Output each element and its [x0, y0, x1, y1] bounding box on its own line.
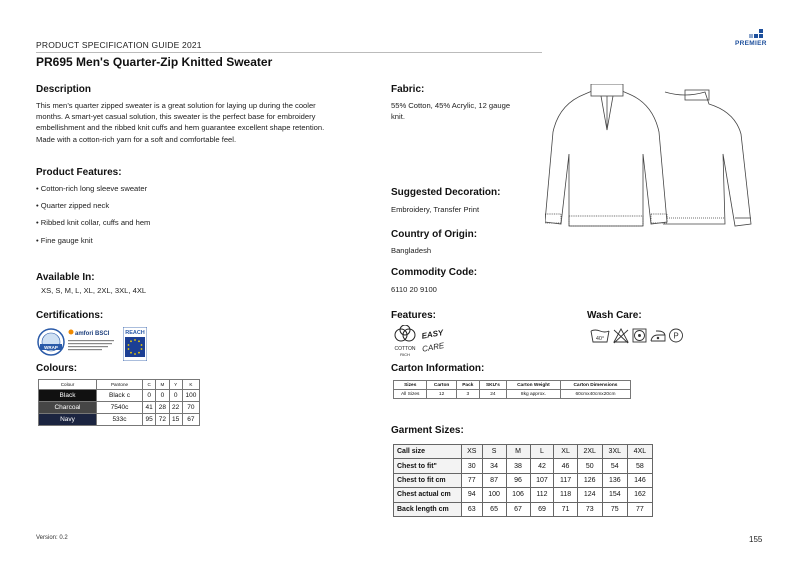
- carton-header-row: [394, 381, 631, 390]
- garment-sizes-row: [394, 459, 653, 473]
- size-cell: 67: [506, 502, 530, 516]
- colour-row-black: [39, 390, 200, 402]
- m-col-header: M: [156, 380, 169, 390]
- k-col-header: K: [182, 380, 199, 390]
- fabric-line: knit.: [391, 112, 405, 122]
- size-header: M: [506, 445, 530, 459]
- description-line: Made with a cotton-rich yarn for a soft and comfortable feel.: [36, 134, 237, 144]
- size-header: L: [530, 445, 554, 459]
- size-cell: 126: [577, 473, 602, 487]
- brand-logo: [733, 29, 769, 51]
- carton-cell: 24: [479, 390, 506, 399]
- size-cell: 77: [627, 502, 652, 516]
- product-features-heading: Product Features:: [36, 167, 122, 178]
- size-cell: 71: [554, 502, 577, 516]
- c-cell: 0: [143, 390, 156, 402]
- row-label: Chest to fit": [394, 459, 462, 473]
- header-divider: [36, 52, 542, 53]
- description-line: months. A smart-yet casual solution, this sweater is the perfect base for embroidery: [36, 112, 316, 122]
- carton-col-header: SKU's: [479, 381, 506, 390]
- size-cell: 46: [554, 459, 577, 473]
- pantone-cell: Black c: [97, 390, 143, 402]
- size-cell: 75: [602, 502, 627, 516]
- size-cell: 54: [602, 459, 627, 473]
- c-col-header: C: [143, 380, 156, 390]
- garment-sizes-row: [394, 488, 653, 502]
- fabric-line: 55% Cotton, 45% Acrylic, 12 gauge: [391, 101, 511, 110]
- carton-data-row: [394, 390, 631, 399]
- sweater-illustration: [545, 84, 757, 236]
- size-cell: 50: [577, 459, 602, 473]
- certifications-heading: Certifications:: [36, 310, 104, 321]
- easy-care-icon: [420, 325, 444, 355]
- pantone-cell: 533c: [97, 414, 143, 426]
- garment-sizes-row: [394, 473, 653, 487]
- commodity-code-text: 6110 20 9100: [391, 285, 437, 294]
- carton-cell: 12: [427, 390, 456, 399]
- size-cell: 162: [627, 488, 652, 502]
- size-cell: 87: [482, 473, 506, 487]
- wrap-certification-icon: [36, 327, 66, 357]
- m-cell: 72: [156, 414, 169, 426]
- amfori-bsci-icon: [68, 328, 118, 356]
- size-cell: 94: [462, 488, 483, 502]
- size-cell: 118: [554, 488, 577, 502]
- dry-clean-letter: P: [673, 331, 679, 341]
- reach-logo-text: REACH: [125, 330, 145, 336]
- size-cell: 77: [462, 473, 483, 487]
- size-cell: 58: [627, 459, 652, 473]
- size-header: XL: [554, 445, 577, 459]
- k-cell: 100: [182, 390, 199, 402]
- easy-care-label-1: EASY: [420, 328, 444, 341]
- carton-table: [393, 380, 631, 399]
- size-cell: 69: [530, 502, 554, 516]
- size-header: 4XL: [627, 445, 652, 459]
- suggested-decoration-text: Embroidery, Transfer Print: [391, 205, 480, 214]
- garment-sizes-row: [394, 502, 653, 516]
- easy-care-label-2: CARE: [421, 340, 444, 354]
- feature-item: • Quarter zipped neck: [36, 201, 110, 210]
- fabric-heading: Fabric:: [391, 84, 425, 95]
- c-cell: 41: [143, 402, 156, 414]
- size-cell: 42: [530, 459, 554, 473]
- country-of-origin-text: Bangladesh: [391, 246, 432, 255]
- tumble-dry-icon: [633, 329, 646, 342]
- available-sizes: XS, S, M, L, XL, 2XL, 3XL, 4XL: [41, 286, 147, 295]
- carton-cell: 60cmx40cmx20cm: [560, 390, 630, 399]
- row-label: Chest actual cm: [394, 488, 462, 502]
- size-cell: 146: [627, 473, 652, 487]
- size-cell: 73: [577, 502, 602, 516]
- carton-col-header: Carton Dimensions: [560, 381, 630, 390]
- colours-header-row: [39, 380, 200, 390]
- carton-cell: 8kg approx.: [506, 390, 560, 399]
- country-of-origin-heading: Country of Origin:: [391, 229, 478, 240]
- cotton-rich-icon: [392, 325, 418, 357]
- row-label: Chest to fit cm: [394, 473, 462, 487]
- size-cell: 112: [530, 488, 554, 502]
- features-heading: Features:: [391, 310, 437, 321]
- m-cell: 28: [156, 402, 169, 414]
- version-label: Version: 0.2: [36, 535, 68, 541]
- y-cell: 0: [169, 390, 182, 402]
- fabric-text: [391, 100, 510, 122]
- carton-information-heading: Carton Information:: [391, 363, 485, 374]
- colour-col-header: Colour: [39, 380, 97, 390]
- k-cell: 70: [182, 402, 199, 414]
- carton-col-header: Carton: [427, 381, 456, 390]
- pantone-col-header: Pantone: [97, 380, 143, 390]
- y-cell: 15: [169, 414, 182, 426]
- size-cell: 136: [602, 473, 627, 487]
- size-cell: 30: [462, 459, 483, 473]
- carton-col-header: Carton Weight: [506, 381, 560, 390]
- commodity-code-heading: Commodity Code:: [391, 267, 478, 278]
- suggested-decoration-heading: Suggested Decoration:: [391, 187, 501, 198]
- wash-care-icons: [590, 327, 702, 345]
- reach-certification-icon: [123, 327, 147, 361]
- size-cell: 154: [602, 488, 627, 502]
- amfori-logo-text: amfori BSCI: [75, 331, 110, 337]
- c-cell: 95: [143, 414, 156, 426]
- feature-item: • Fine gauge knit: [36, 236, 93, 245]
- description-heading: Description: [36, 84, 92, 95]
- garment-sizes-heading: Garment Sizes:: [391, 425, 464, 436]
- cotton-rich-label-1: COTTON: [394, 346, 416, 352]
- carton-cell: All Sizes: [394, 390, 427, 399]
- colours-heading: Colours:: [36, 363, 78, 374]
- feature-item: • Ribbed knit collar, cuffs and hem: [36, 218, 151, 227]
- colour-swatch: Navy: [39, 414, 97, 426]
- logo-squares-icon: [747, 29, 767, 39]
- wrap-logo-text: WRAP: [44, 345, 58, 350]
- brand-logo-text: PREMIER: [735, 40, 767, 47]
- dry-clean-p-icon: [670, 329, 683, 342]
- wash-temp-label: 40°: [595, 336, 605, 342]
- size-cell: 100: [482, 488, 506, 502]
- wash-40-icon: [591, 330, 609, 342]
- size-header: S: [482, 445, 506, 459]
- size-cell: 107: [530, 473, 554, 487]
- no-bleach-icon: [614, 329, 628, 343]
- colours-table: [38, 379, 200, 426]
- feature-item: • Cotton-rich long sleeve sweater: [36, 184, 148, 193]
- size-cell: 106: [506, 488, 530, 502]
- wash-care-heading: Wash Care:: [587, 310, 642, 321]
- carton-cell: 3: [456, 390, 479, 399]
- available-in-heading: Available In:: [36, 272, 95, 283]
- carton-col-header: Pack: [456, 381, 479, 390]
- cotton-rich-label-2: RICH: [400, 352, 410, 357]
- colour-swatch: Black: [39, 390, 97, 402]
- size-cell: 65: [482, 502, 506, 516]
- y-col-header: Y: [169, 380, 182, 390]
- size-header: XS: [462, 445, 483, 459]
- size-header: 2XL: [577, 445, 602, 459]
- size-cell: 117: [554, 473, 577, 487]
- carton-col-header: Sizes: [394, 381, 427, 390]
- colour-swatch: Charcoal: [39, 402, 97, 414]
- iron-icon: [651, 331, 665, 341]
- size-cell: 38: [506, 459, 530, 473]
- call-size-header: Call size: [394, 445, 462, 459]
- description-text: [36, 100, 324, 145]
- size-cell: 124: [577, 488, 602, 502]
- size-cell: 34: [482, 459, 506, 473]
- guide-title: PRODUCT SPECIFICATION GUIDE 2021: [36, 40, 202, 50]
- size-cell: 96: [506, 473, 530, 487]
- colour-row-charcoal: [39, 402, 200, 414]
- pantone-cell: 7540c: [97, 402, 143, 414]
- product-title: PR695 Men's Quarter-Zip Knitted Sweater: [36, 55, 273, 69]
- page-number: 155: [749, 535, 763, 544]
- size-cell: 63: [462, 502, 483, 516]
- garment-sizes-header-row: [394, 445, 653, 459]
- row-label: Back length cm: [394, 502, 462, 516]
- k-cell: 67: [182, 414, 199, 426]
- description-line: embellishment and the ribbed knit cuffs and hem guarantee excellent shape retention.: [36, 123, 325, 133]
- description-line: This men’s quarter zipped sweater is a great solution for laying up during the cooler: [36, 101, 316, 110]
- size-header: 3XL: [602, 445, 627, 459]
- colour-row-navy: [39, 414, 200, 426]
- m-cell: 0: [156, 390, 169, 402]
- y-cell: 22: [169, 402, 182, 414]
- garment-sizes-table: [393, 444, 653, 517]
